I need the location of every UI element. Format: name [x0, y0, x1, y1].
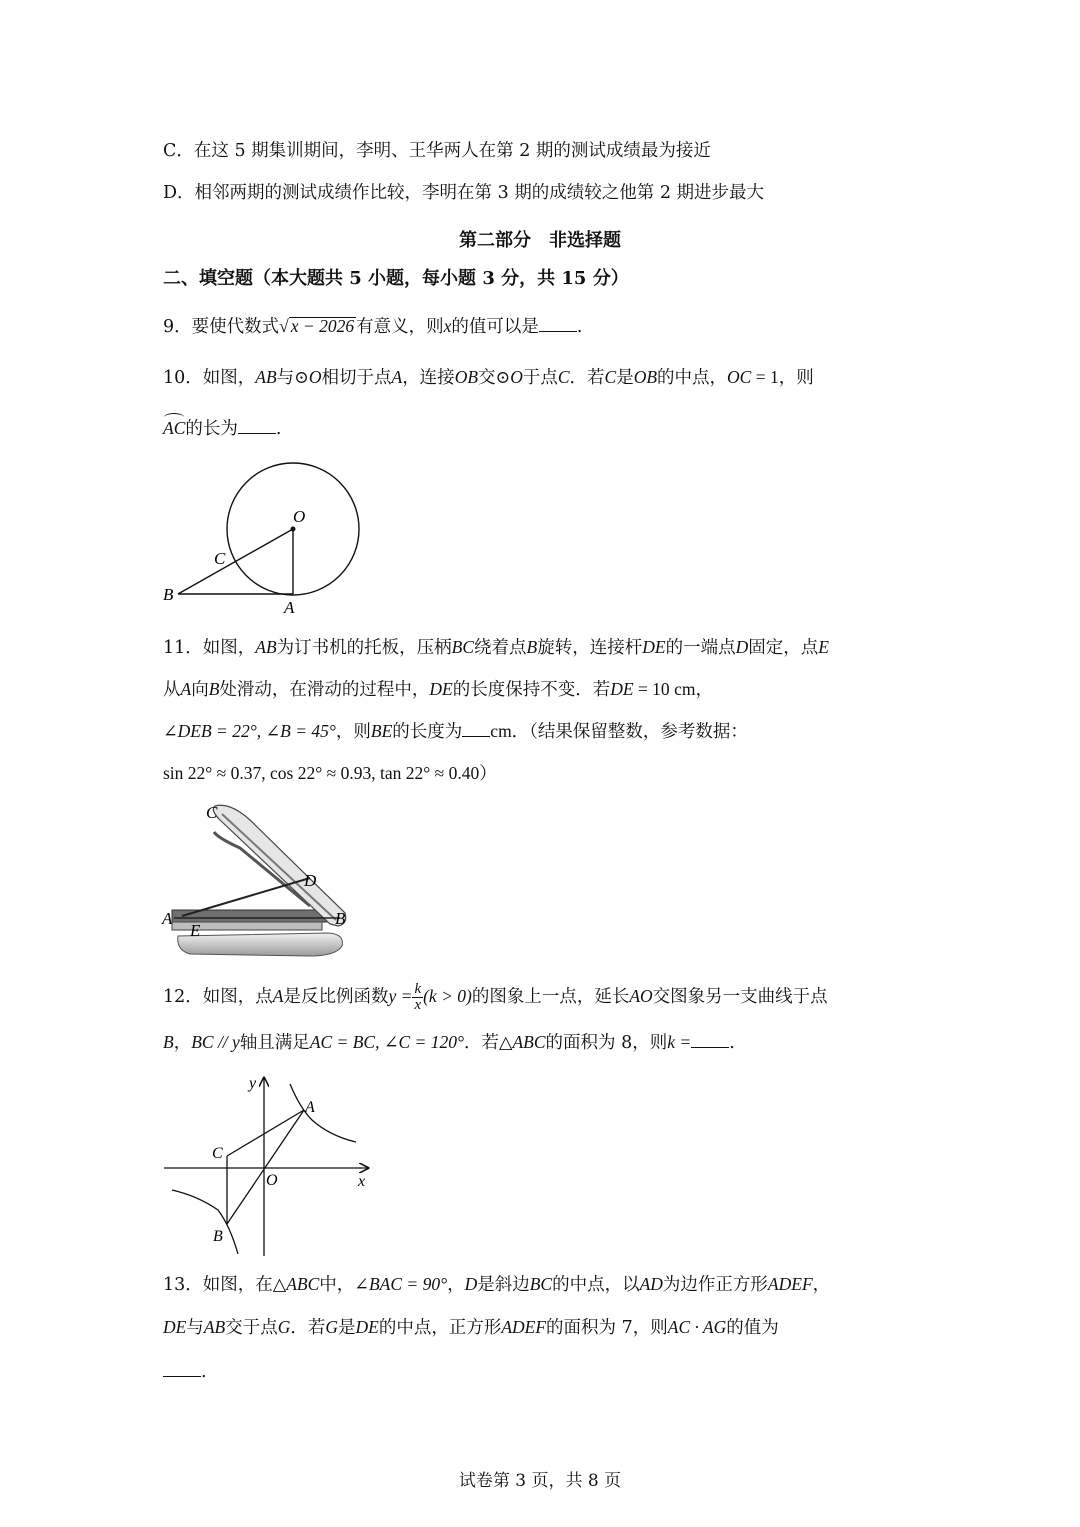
q11-t11: = 10: [633, 679, 670, 699]
q13-angle: ∠BAC = 90°: [354, 1274, 448, 1294]
q11-cm1: cm，: [669, 679, 713, 699]
q9-text-3: 的值可以是: [451, 317, 539, 337]
question-11-line2: [163, 679, 713, 701]
q10-ab: AB: [255, 367, 277, 387]
q13-d: D: [464, 1274, 478, 1294]
q10-c2: C: [604, 367, 617, 387]
q13-t12: 的中点，正方形: [378, 1318, 502, 1338]
q10-t7: 是: [616, 368, 634, 388]
q13-t13: 的面积为 7，则: [546, 1318, 668, 1338]
q13-answer-blank[interactable]: [163, 1362, 201, 1377]
q10-t1: 与⊙: [276, 368, 309, 388]
q12-t3: 的图象上一点，延长: [471, 987, 630, 1007]
q10-o2: O: [510, 367, 523, 387]
label-a: A: [284, 598, 295, 617]
q12-abc: ABC: [512, 1032, 546, 1052]
q13-ab: AB: [203, 1317, 226, 1337]
q11-t6: 固定，点: [748, 638, 819, 658]
q10-t9: = 1，则: [751, 367, 814, 387]
label-b: B: [335, 909, 346, 928]
q11-e: E: [818, 637, 829, 657]
q13-abc: ABC: [286, 1274, 320, 1294]
q11-t15: ）: [479, 764, 497, 784]
figure-11-stapler: [160, 798, 360, 963]
segment-bo: [178, 529, 293, 594]
label-d: D: [304, 871, 317, 890]
q11-angles: ∠DEB = 22°, ∠B = 45°: [163, 721, 336, 741]
question-9: 9．要使代数式√ x − 2026 有意义，则x的值可以是 .: [163, 316, 583, 337]
q12-t7: ．若△: [464, 1033, 513, 1053]
label-e: E: [190, 921, 201, 940]
q11-t3: 绕着点: [474, 638, 527, 658]
q11-de2: DE: [429, 679, 453, 699]
label-c: C: [212, 1145, 223, 1162]
q13-t9: 交于点: [225, 1318, 278, 1338]
question-13: [163, 1274, 830, 1296]
q11-t12: ，则: [335, 722, 371, 742]
q10-t6: ．若: [569, 368, 605, 388]
q13-t10: ．若: [290, 1318, 326, 1338]
q11-b: B: [526, 637, 538, 657]
q11-ref-data: sin 22° ≈ 0.37, cos 22° ≈ 0.93, tan 22° ≈ 0.40: [163, 763, 480, 783]
q13-t3: ，: [447, 1275, 465, 1295]
q13-t14: 的值为: [726, 1318, 779, 1338]
part-title: 第二部分 非选择题: [459, 230, 621, 251]
q11-de: DE: [642, 637, 666, 657]
q11-t5: 的一端点: [665, 638, 736, 658]
label-a: A: [305, 1099, 315, 1116]
figure-10: [160, 455, 370, 620]
label-x: x: [358, 1173, 366, 1190]
q11-de3: DE: [610, 679, 634, 699]
q12-t2: 是反比例函数: [283, 987, 389, 1007]
section-heading: 二、填空题（本大题共 5 小题，每小题 3 分，共 15 分）: [163, 268, 629, 289]
q13-t2: 中，: [319, 1275, 355, 1295]
q12-b: B: [163, 1032, 174, 1052]
q10-o1: O: [308, 367, 322, 387]
q12-answer-blank[interactable]: [691, 1033, 729, 1048]
q13-acag: AC · AG: [667, 1317, 727, 1337]
q12-k: k =: [667, 1032, 692, 1052]
q12-fraction: [412, 982, 423, 1013]
q10-ob2: OB: [633, 367, 658, 387]
q11-t1: 11．如图，: [163, 638, 256, 658]
question-10-line2: [163, 418, 281, 440]
q13-ad: AD: [639, 1274, 663, 1294]
q11-answer-blank[interactable]: [462, 722, 490, 737]
question-12: [163, 982, 828, 1013]
q10-t10: 的长为: [185, 419, 238, 439]
stapler-base: [178, 933, 343, 956]
q12-y: y =: [388, 986, 413, 1006]
label-c: C: [206, 803, 218, 822]
q9-radicand: x − 2026: [290, 316, 355, 336]
q10-a: A: [391, 367, 403, 387]
question-13-line3: [163, 1362, 207, 1383]
label-c: C: [214, 549, 226, 568]
q10-t2: 相切于点: [321, 368, 392, 388]
q10-t8: 的中点，: [657, 368, 728, 388]
q9-answer-blank[interactable]: [539, 317, 577, 332]
q10-arc-label: AC: [163, 418, 186, 438]
question-13-line2: [163, 1317, 779, 1339]
question-11-line3: [163, 721, 748, 743]
q9-var: x: [443, 316, 452, 336]
center-point: [291, 527, 296, 532]
q11-be: BE: [370, 721, 393, 741]
q13-bc: BC: [529, 1274, 553, 1294]
q11-b2: B: [208, 679, 220, 699]
label-o: O: [293, 507, 306, 526]
q13-t6: 为边作正方形: [662, 1275, 768, 1295]
option-c: C．在这 5 期集训期间，李明、王华两人在第 2 期的测试成绩最为接近: [163, 141, 711, 161]
q12-frac-den: x: [414, 997, 422, 1013]
q11-t7: 从: [163, 680, 181, 700]
q9-text-2: 有意义，则: [356, 317, 444, 337]
q12-t1: 12．如图，点: [163, 987, 273, 1007]
label-b: B: [213, 1228, 223, 1245]
page-footer: 试卷第 3 页，共 8 页: [458, 1471, 622, 1491]
label-y: y: [249, 1075, 257, 1092]
q12-cond: (k > 0): [423, 986, 472, 1006]
q11-bc: BC: [451, 637, 475, 657]
segment-ab: [227, 1110, 304, 1224]
figure-12: [160, 1070, 375, 1260]
label-o: O: [266, 1172, 278, 1189]
q10-t5: 于点: [522, 368, 558, 388]
q13-g: G: [277, 1317, 291, 1337]
q10-answer-blank[interactable]: [238, 419, 276, 434]
q13-t1: 13．如图，在△: [163, 1275, 287, 1295]
question-11-line4: [163, 763, 497, 785]
q13-adef2: ADEF: [501, 1317, 547, 1337]
question-11: [163, 637, 829, 659]
q13-period: .: [201, 1362, 207, 1382]
q10-t4: 交⊙: [478, 368, 511, 388]
option-d: D．相邻两期的测试成绩作比较，李明在第 3 期的成绩较之他第 2 期进步最大: [163, 183, 765, 203]
q10-ob: OB: [454, 367, 479, 387]
q12-ao: AO: [629, 986, 653, 1006]
q12-frac-num: k: [414, 981, 422, 997]
q11-t9: 处滑动，在滑动的过程中，: [219, 680, 430, 700]
q11-t2: 为订书机的托板，压柄: [276, 638, 452, 658]
q13-t4: 是斜边: [477, 1275, 530, 1295]
segment-ca: [227, 1110, 304, 1156]
q12-t4: 交图象另一支曲线于点: [652, 987, 828, 1007]
q13-t8: 与: [186, 1318, 204, 1338]
stapler-handle-edge: [222, 814, 336, 920]
q12-period: .: [729, 1033, 735, 1053]
q12-bc: BC // y: [191, 1032, 240, 1052]
q12-a: A: [272, 986, 284, 1006]
q12-t6: 轴且满足: [239, 1033, 310, 1053]
q10-oc: OC: [727, 367, 752, 387]
q11-d: D: [735, 637, 749, 657]
q13-de: DE: [163, 1317, 187, 1337]
q13-de2: DE: [355, 1317, 379, 1337]
q12-eq: AC = BC, ∠C = 120°: [309, 1032, 464, 1052]
q11-t8: 向: [191, 680, 209, 700]
q13-g2: G: [325, 1317, 338, 1337]
q11-t14: cm．（结果保留整数，参考数据：: [490, 721, 748, 741]
q12-t5: ，: [173, 1033, 192, 1053]
label-a: A: [162, 909, 173, 928]
q10-period: .: [275, 419, 282, 439]
q11-a: A: [180, 679, 192, 699]
q9-text-1: 9．要使代数式: [163, 317, 280, 337]
q11-t13: 的长度为: [392, 722, 463, 742]
q10-t0: 10．如图，: [163, 368, 256, 388]
q13-t5: 的中点，以: [552, 1275, 640, 1295]
q11-ab: AB: [255, 637, 277, 657]
q13-t7: ，: [812, 1275, 831, 1295]
label-b: B: [163, 585, 174, 604]
q11-t10: 的长度保持不变．若: [452, 680, 611, 700]
q10-c: C: [557, 367, 570, 387]
question-10: [163, 367, 814, 389]
q9-period: .: [576, 317, 583, 337]
question-12-line2: [163, 1032, 735, 1054]
q11-t4: 旋转，连接杆: [537, 638, 643, 658]
q10-t3: ，连接: [402, 368, 455, 388]
q13-t11: 是: [338, 1318, 356, 1338]
q12-t8: 的面积为 8，则: [545, 1033, 668, 1053]
q13-adef: ADEF: [767, 1274, 813, 1294]
